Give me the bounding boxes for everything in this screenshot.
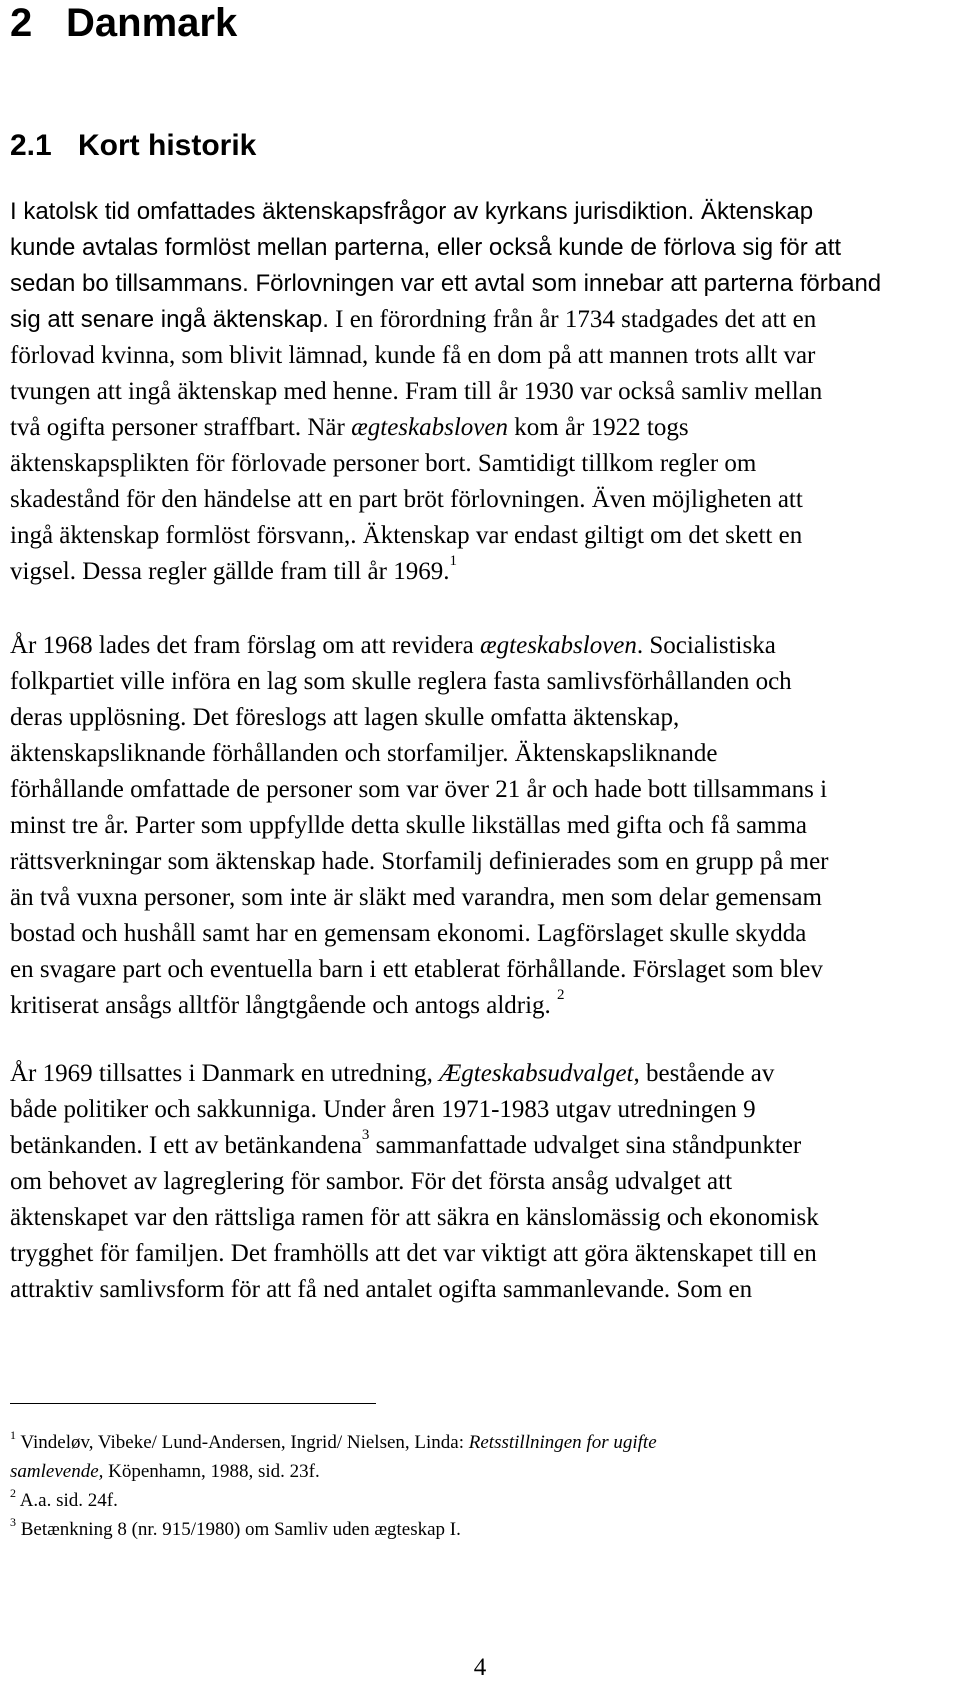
paragraph-line: trygghet för familjen. Det framhölls att det var viktigt att göra äktenskapet till en	[10, 1240, 817, 1267]
paragraph-line: rättsverkningar som äktenskap hade. Storfamilj definierades som en grupp på mer	[10, 848, 829, 875]
text-run: vigsel. Dessa regler gällde fram till år 1969.	[10, 558, 450, 585]
paragraph-1	[10, 194, 950, 590]
text-run: I en förordning från år 1734 stadgades det att en	[328, 306, 817, 333]
text-run: . Socialistiska	[636, 632, 776, 659]
footnote-2	[10, 1486, 950, 1515]
page-number: 4	[473, 1654, 487, 1681]
paragraph-line: ingå äktenskap formlöst försvann,. Äktenskap var endast giltigt om det skett en	[10, 522, 803, 549]
text-run: sig att senare ingå äktenskap.	[10, 306, 329, 333]
section-heading	[10, 128, 256, 164]
paragraph-line: både politiker och sakkunniga. Under åren 1971-1983 utgav utredningen 9	[10, 1096, 756, 1123]
text-run: betänkanden. I ett av betänkandena	[10, 1132, 362, 1159]
paragraph-line	[10, 1128, 950, 1164]
paragraph-line: deras upplösning. Det föreslogs att lagen skulle omfatta äktenskap,	[10, 704, 680, 731]
text-run: År 1968 lades det fram förslag om att revidera	[10, 632, 480, 659]
section-number: 2.1	[10, 129, 52, 162]
text-run: två ogifta personer straffbart. När	[10, 414, 352, 441]
footnote-title: samlevende,	[10, 1461, 104, 1482]
paragraph-line: äktenskapsplikten för förlovade personer bort. Samtidigt tillkom regler om	[10, 450, 757, 477]
footnote-ref: 3	[361, 1127, 370, 1143]
footnote-ref: 2	[557, 987, 565, 1003]
paragraph-3	[10, 1056, 950, 1308]
chapter-heading	[10, 0, 237, 46]
paragraph-line: attraktiv samlivsform för att få ned antalet ogifta sammanlevande. Som en	[10, 1276, 753, 1303]
italic-term: Ægteskabsudvalget	[439, 1060, 634, 1087]
footnote-1-continued	[10, 1457, 950, 1486]
paragraph-line: tvungen att ingå äktenskap med henne. Fram till år 1930 var också samliv mellan	[10, 378, 823, 405]
footnote-1	[10, 1428, 950, 1457]
footnote-divider	[10, 1403, 376, 1404]
chapter-title: Danmark	[66, 1, 238, 45]
paragraph-line: en svagare part och eventuella barn i ett etablerat förhållande. Förslaget som blev	[10, 956, 823, 983]
paragraph-line: minst tre år. Parter som uppfyllde detta skulle likställas med gifta och få samma	[10, 812, 808, 839]
paragraph-line	[10, 410, 950, 446]
paragraph-line: om behovet av lagreglering för sambor. För det första ansåg udvalget att	[10, 1168, 733, 1195]
paragraph-line: folkpartiet ville införa en lag som skulle reglera fasta samlivsförhållanden och	[10, 668, 792, 695]
paragraph-line: förhållande omfattade de personer som var över 21 år och hade bott tillsammans i	[10, 776, 828, 803]
footnote-text: A.a. sid. 24f.	[16, 1490, 118, 1511]
italic-term: ægteskabsloven	[351, 414, 508, 441]
footnote-text: Vindeløv, Vibeke/ Lund-Andersen, Ingrid/ Nielsen, Linda:	[16, 1432, 469, 1453]
paragraph-line: än två vuxna personer, som inte är släkt med varandra, men som delar gemensam	[10, 884, 822, 911]
text-run: sammanfattade udvalget sina ståndpunkter	[369, 1132, 802, 1159]
footnote-title: Retsstillningen for ugifte	[468, 1432, 657, 1453]
paragraph-line: I katolsk tid omfattades äktenskapsfrågor av kyrkans jurisdiktion. Äktenskap	[10, 198, 814, 225]
text-run: År 1969 tillsattes i Danmark en utredning,	[10, 1060, 440, 1087]
footnote-number: 1	[10, 1428, 16, 1442]
paragraph-line: sedan bo tillsammans. Förlovningen var ett avtal som innebar att parterna förband	[10, 270, 882, 297]
paragraph-line: äktenskapet var den rättsliga ramen för att säkra en känslomässig och ekonomisk	[10, 1204, 819, 1231]
paragraph-line	[10, 1056, 950, 1092]
paragraph-2	[10, 628, 950, 1024]
paragraph-line: kunde avtalas formlöst mellan parterna, eller också kunde de förlova sig för att	[10, 234, 842, 261]
paragraph-line	[10, 554, 950, 590]
paragraph-line: förlovad kvinna, som blivit lämnad, kunde få en dom på att mannen trots allt var	[10, 342, 816, 369]
paragraph-line	[10, 988, 950, 1024]
paragraph-line: bostad och hushåll samt har en gemensam ekonomi. Lagförslaget skulle skydda	[10, 920, 807, 947]
italic-term: ægteskabsloven	[479, 632, 637, 659]
chapter-number: 2	[10, 1, 33, 45]
text-run: kritiserat ansågs alltför långtgående och antogs aldrig.	[10, 992, 551, 1019]
footnote-number: 2	[10, 1486, 16, 1500]
footnote-text: Betænkning 8 (nr. 915/1980) om Samliv uden ægteskap I.	[16, 1519, 461, 1540]
paragraph-line	[10, 628, 950, 664]
text-run: kom år 1922 togs	[508, 414, 689, 441]
text-run: , bestående av	[633, 1060, 775, 1087]
section-title: Kort historik	[78, 129, 257, 162]
paragraph-line: skadestånd för den händelse att en part bröt förlovningen. Även möjligheten att	[10, 486, 803, 513]
footnote-number: 3	[10, 1515, 16, 1529]
paragraph-line	[10, 302, 950, 338]
footnotes	[10, 1428, 950, 1544]
footnote-3	[10, 1515, 950, 1544]
paragraph-line: äktenskapsliknande förhållanden och storfamiljer. Äktenskapsliknande	[10, 740, 718, 767]
footnote-text: Köpenhamn, 1988, sid. 23f.	[103, 1461, 320, 1482]
footnote-ref: 1	[449, 553, 457, 569]
